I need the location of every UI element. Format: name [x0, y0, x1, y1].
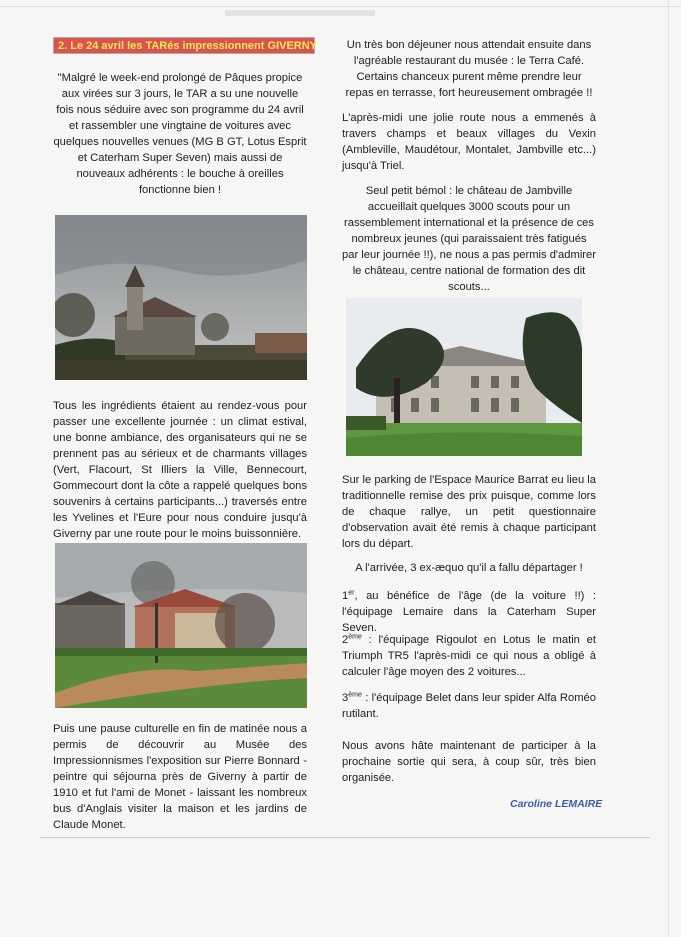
- ingredients-text: Tous les ingrédients étaient au rendez-vous pour passer une excellente journée : un climat estival, une bonne ambiance, des organisateurs qui ne se prennent pas au sérieux et de charmants villages (Vert, Flacourt, St Illiers la Ville, Bennecourt, Gommecourt dont la côte a rappelé quelques bons souvenirs à certains participants...) traversés entre les Yvelines et l'Eure pour nous conduire jusqu'à Giverny par une route pour le moins buissonnière.: [53, 400, 307, 540]
- intro-paragraph: [53, 70, 307, 198]
- third-place-rank: 3: [342, 692, 349, 704]
- second-place-text: [342, 632, 596, 680]
- third-place-suffix: ème: [348, 691, 362, 699]
- first-place-suffix: er: [348, 589, 355, 597]
- bemol-paragraph: [342, 183, 596, 295]
- second-place-suffix: ème: [348, 633, 362, 641]
- scan-mark: [225, 10, 375, 16]
- first-place-description: , au bénéfice de l'âge (de la voiture !!) : l'équipage Lemaire dans la Caterham Super Seven.: [342, 590, 596, 634]
- museum-garden-photo: [55, 543, 307, 708]
- dejeuner-paragraph: [342, 37, 596, 101]
- article-title: 2. Le 24 avril les TARés impressionnent GIVERNY: [53, 37, 315, 54]
- second-place-paragraph: [342, 632, 596, 680]
- pause-paragraph: [53, 721, 307, 833]
- bemol-text: Seul petit bémol : le château de Jambville accueillait quelques 3000 scouts pour un rassemblement international et la présence de ces nombreux jeunes (qui paraissaient très fatigués par leur journée !!), ne nous a pas permis d'admirer le château, centre national de formation des dit scouts...: [342, 185, 596, 293]
- second-place-rank: 2: [342, 634, 349, 646]
- parking-text: Sur le parking de l'Espace Maurice Barrat eu lieu la traditionnelle remise des prix puisque, comme lors de chaque rallye, un petit questionnaire d'observation avait été remis à chaque participant lors du départ.: [342, 474, 596, 550]
- dejeuner-text: Un très bon déjeuner nous attendait ensuite dans l'agréable restaurant du musée : le Terra Café. Certains chanceux purent même prendre leur repas en terrasse, fort heureusement ombragée !!: [345, 39, 593, 99]
- first-place-rank: 1: [342, 590, 349, 602]
- parking-paragraph: [342, 472, 596, 552]
- apresmidi-text: L'après-midi une jolie route nous a emmenés à travers champs et beaux villages du Vexin (Ambleville, Maudétour, Montalet, Jambville etc...) jusqu'à Triel.: [342, 112, 596, 172]
- third-place-description: : l'équipage Belet dans leur spider Alfa Roméo rutilant.: [342, 692, 596, 720]
- chateau-photo: [346, 298, 582, 456]
- ingredients-paragraph: [53, 398, 307, 542]
- arrivee-paragraph: [342, 560, 596, 576]
- third-place-paragraph: [342, 690, 596, 722]
- scan-edge-top: [0, 6, 681, 7]
- conclusion-paragraph: [342, 738, 596, 786]
- arrivee-text: A l'arrivée, 3 ex-æquo qu'il a fallu départager !: [355, 562, 583, 574]
- church-photo: [55, 215, 307, 380]
- conclusion-text: Nous avons hâte maintenant de participer à la prochaine sortie qui sera, à coup sûr, très bien organisée.: [342, 740, 596, 784]
- scan-edge-right: [668, 0, 669, 937]
- apresmidi-paragraph: [342, 110, 596, 174]
- bottom-rule: [40, 837, 650, 838]
- first-place-paragraph: [342, 588, 596, 636]
- intro-text: "Malgré le week-end prolongé de Pâques propice aux virées sur 3 jours, le TAR a su une nouvelle fois nous séduire avec son programme du 24 avril et rassembler une vingtaine de voitures avec quelques nouvelles venues (MG B GT, Lotus Esprit et Caterham Super Seven) mais aussi de nouveaux adhérents : le bouche à oreilles fonctionne bien !: [53, 72, 307, 196]
- pause-text: Puis une pause culturelle en fin de matinée nous a permis de découvrir au Musée des Impressionnismes l'exposition sur Pierre Bonnard - peintre qui séjourna près de Giverny à partir de 1910 et fut l'ami de Monet - laissant les nombreux bus d'Anglais visiter la maison et les jardins de Claude Monet.: [53, 723, 307, 831]
- second-place-description: : l'équipage Rigoulot en Lotus le matin et Triumph TR5 l'après-midi ce qui nous a obligé à calculer l'âge moyen des 2 voitures...: [342, 634, 596, 678]
- first-place-text: [342, 588, 596, 636]
- third-place-text: [342, 690, 596, 722]
- author-signature: Caroline LEMAIRE: [510, 798, 603, 810]
